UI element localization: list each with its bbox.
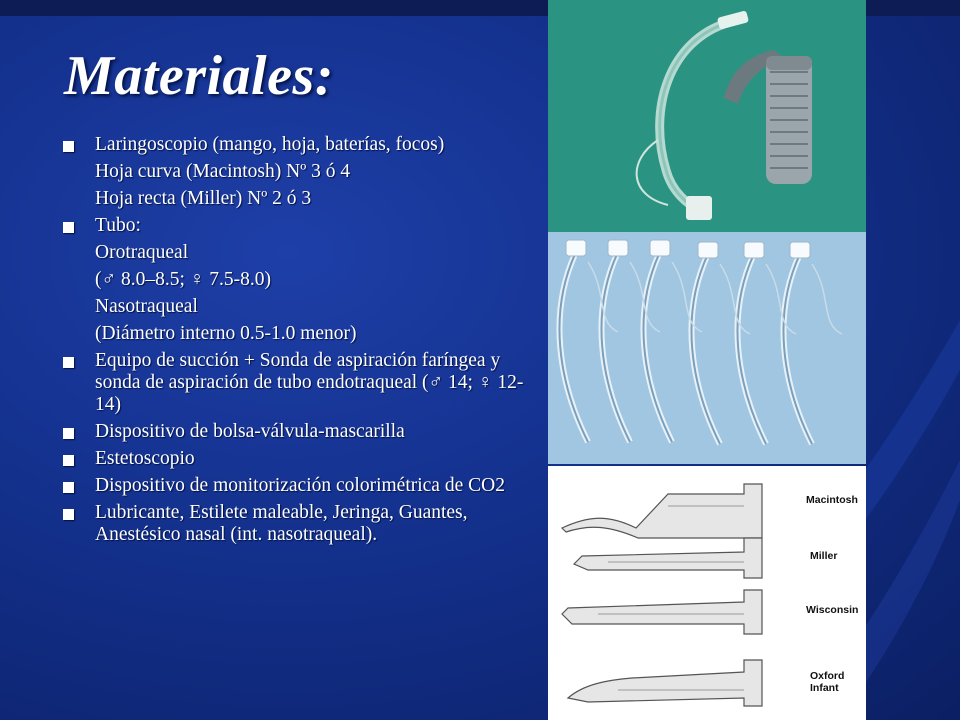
blade-label-oxford: Oxford	[810, 670, 845, 682]
list-item-orotracheal: Orotraqueal	[95, 242, 189, 263]
list-item-straight-blade: Hoja recta (Miller) Nº 2 ó 3	[95, 188, 312, 209]
blade-label-wisconsin: Wisconsin	[806, 604, 859, 616]
list-item-co2-monitor: Dispositivo de monitorización colorimétrica de CO2	[62, 475, 542, 497]
photo-laryngoscope-and-tube	[548, 0, 866, 232]
list-item-tube: Tubo:	[62, 215, 542, 242]
list-item-nasotracheal: Nasotraqueal	[95, 296, 198, 317]
list-item-suction: Equipo de succión + Sonda de aspiración faríngea y sonda de aspiración de tubo endotraqueal (♂ 14; ♀ 12-14)	[62, 350, 542, 416]
materials-list	[62, 134, 542, 546]
list-item-other-supplies: Lubricante, Estilete maleable, Jeringa, Guantes, Anestésico nasal (int. nasotraqueal).	[62, 502, 542, 546]
blade-label-infant: Infant	[810, 682, 839, 694]
list-item-nasotracheal-diameter: (Diámetro interno 0.5-1.0 menor)	[95, 323, 357, 344]
blade-label-miller: Miller	[810, 550, 838, 562]
list-item-curved-blade: Hoja curva (Macintosh) Nº 3 ó 4	[95, 161, 351, 182]
blade-label-macintosh: Macintosh	[806, 494, 858, 506]
photo-endotracheal-tubes	[548, 232, 866, 464]
figure-laryngoscope-blades	[548, 466, 866, 720]
slide-title: Materiales:	[64, 45, 334, 107]
list-item-orotracheal-sizes: (♂ 8.0–8.5; ♀ 7.5-8.0)	[95, 269, 272, 290]
list-item-bag-valve-mask: Dispositivo de bolsa-válvula-mascarilla	[62, 421, 542, 443]
list-item-stethoscope: Estetoscopio	[62, 448, 542, 470]
list-item-laryngoscope: Laringoscopio (mango, hoja, baterías, focos)	[62, 134, 542, 161]
